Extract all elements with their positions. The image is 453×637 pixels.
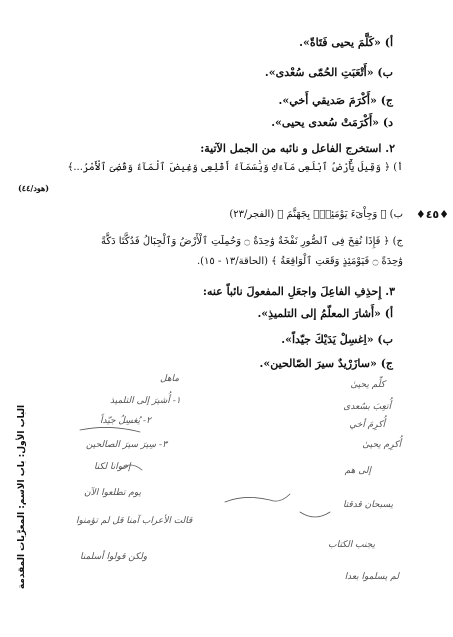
ex2-item-b: ب) ﴿ وَجِاْىٓءَ يَوْمَئِذٍۭ بِجَهَنَّمَ ﴾ (الفجر/٢٣) — [229, 209, 403, 220]
ex2-item-c-line1: ج) ﴿ فَإِذَا نُفِخَ فِى ٱلصُّورِ نَفْخَةٌ وَٰحِدَةٌ ۝ وَحُمِلَتِ ٱلْأَرْضُ وَٱلْجِبَالُ فَدُكَّتَا دَكَّةً — [101, 236, 403, 247]
ex1-item-c: ج) «أَكْرَمَ صَديقي أَخي». — [278, 94, 393, 107]
ex2-item-c-line2: وَٰحِدَةً ۝ فَيَوْمَئِذٍ وَقَعَتِ ٱلْوَاقِعَةُ ﴾ (الحاقة/١٣ - ١٥). — [196, 256, 403, 267]
handwritten-note: إلى هم — [344, 466, 371, 476]
ex1-item-a: أ) «كَلَّمَ يحيى فَتَاةً». — [299, 36, 393, 49]
handwritten-note: ولكن قولوا أسلمنا — [80, 552, 148, 562]
handwritten-note: يجنب الكتاب — [328, 540, 375, 550]
ex1-item-b: ب) «أَتْعَبَتِ الحُمّى سُعْدى». — [264, 66, 393, 79]
handwritten-note: يوم تطلعوا الآن — [84, 488, 142, 498]
handwritten-note: ماهل — [160, 374, 180, 384]
ex1-item-d: د) «أَكْرَمَتْ سُعدى يحيى». — [271, 116, 393, 129]
handwritten-note: أُكرِم يحيىٰ — [362, 440, 401, 450]
handwritten-note: يسبحان قدقتا — [342, 500, 393, 510]
ex3-heading: ٣. إِحذِفِ الفاعِلَ واجعَلِ المفعولَ نائباً عنه: — [202, 285, 395, 298]
ex3-item-c: ج) «سازَرْيدٌ سيرَ الصّالحين». — [259, 357, 393, 370]
handwritten-note: إخوانا لكنا — [94, 462, 131, 472]
page-number: ♦٤٥♦ — [415, 208, 449, 221]
ex2-item-a: أ) ﴿ وَقِيلَ يَٰٓأَرْضُ ٱبْلَعِى مَآءَكِ وَيَٰسَمَآءُ أَقْلِعِى وَغِيضَ ٱلْمَآءُ وَقُضِىَ ٱلْأَمْرُ...﴾ — [67, 162, 403, 173]
handwritten-note: أُكرِمَ أخي — [349, 420, 385, 430]
ex3-item-a: أ) «أَشارَ المعلّمُ إلى التلميذِ». — [257, 307, 393, 320]
handwritten-note: ٣- سِيرَ سيرَ الصالحين — [86, 440, 168, 450]
chapter-side-title: الباب الأول: باب الاسم: المعرَّبات المقدمة — [17, 404, 27, 590]
handwritten-note: كلِّم يحيىٰ — [350, 380, 385, 390]
ex2-item-a-ref: (هود/٤٤) — [18, 183, 50, 193]
handwritten-note: ١- أُشيرَ إلى التلميذ — [110, 396, 181, 406]
handwritten-note: لم يسلموا بعدا — [344, 572, 399, 582]
ex2-heading: ٢. استخرج الفاعل و نائبه من الجمل الآتية: — [200, 142, 395, 155]
ex3-item-b: ب) «اِغسِلْ يَدَيْكَ جيّداً». — [281, 333, 393, 346]
handwritten-note: قالت الأعراب آمنا قل لم تؤمنوا — [76, 516, 193, 526]
handwritten-note: أُتعِبَ بسُعدى — [343, 402, 391, 412]
handwritten-note: ٢- يُغسِلُ جيّداً — [100, 416, 152, 426]
